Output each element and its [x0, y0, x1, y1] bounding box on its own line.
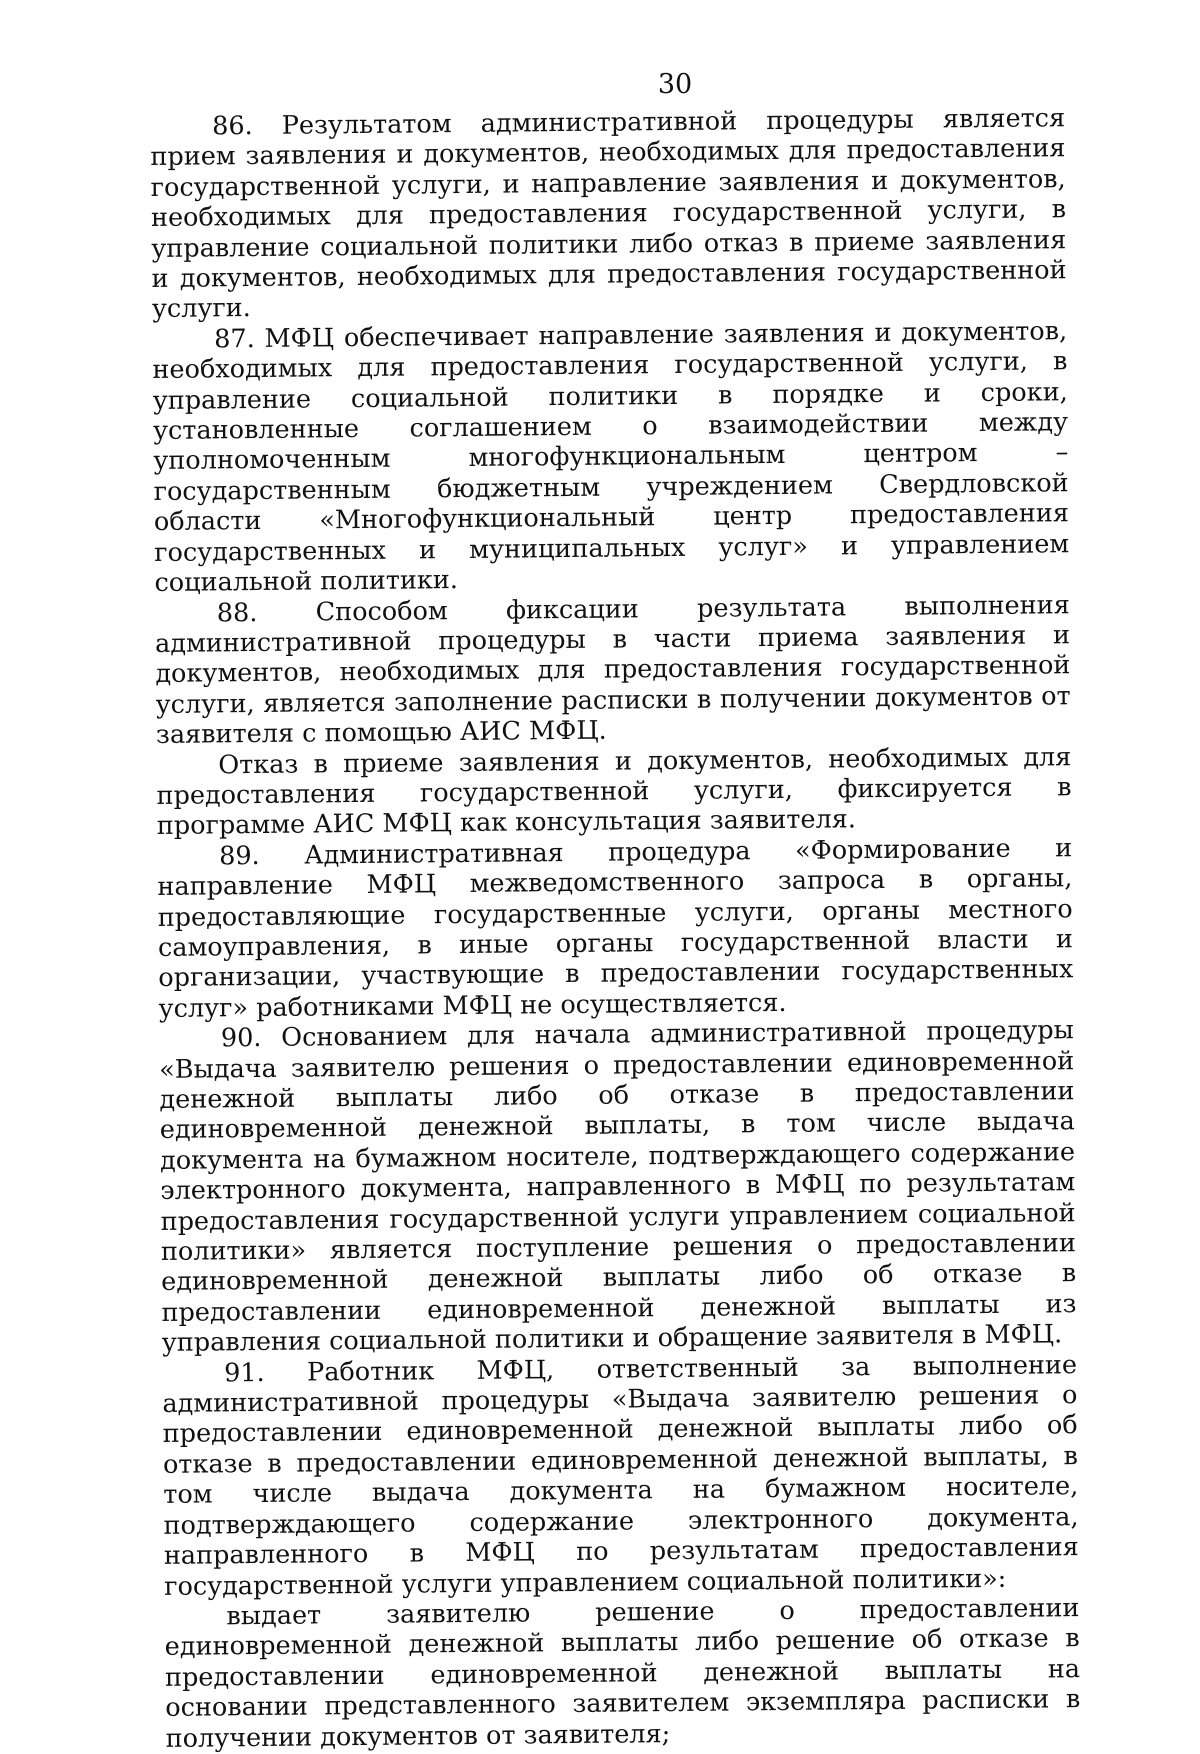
paragraph-89: 89. Административная процедура «Формирование и направление МФЦ межведомственного запроса в органы, предоставляющие государственные услуги, органы местного самоуправления, в иные органы государственной власти и организации, участвующие в предоставлении государственных услуг» работниками МФЦ не осуществляется.	[157, 832, 1074, 1024]
paragraph-91: 91. Работник МФЦ, ответственный за выполнение административной процедуры «Выдача заявителю решения о предоставлении единовременной денежной выплаты либо об отказе в предоставлении единовременной денежной выплаты, в том числе выдача документа на бумажном носителе, подтверждающего содержание электронного документа, направленного в МФЦ по результатам предоставления государственной услуги управлением социальной политики»:	[162, 1349, 1079, 1602]
paragraph-90: 90. Основанием для начала административной процедуры «Выдача заявителю решения о предоставлении единовременной денежной выплаты либо об отказе в предоставлении единовременной денежной выплаты, в том числе выдача документа на бумажном носителе, подтверждающего содержание электронного документа, направленного в МФЦ по результатам предоставления государственной услуги управлением социальной политики» является поступление решения о предоставлении единовременной денежной выплаты либо об отказе в предоставлении единовременной денежной выплаты из управления социальной политики и обращение заявителя в МФЦ.	[159, 1015, 1077, 1359]
page-number: 30	[657, 69, 693, 100]
paragraph-86: 86. Результатом административной процедуры является прием заявления и документов, необходимых для предоставления государственной услуги, и направление заявления и документов, необходимых для предоставления государственной услуги, в управление социальной политики либо отказ в приеме заявления и документов, необходимых для предоставления государственной услуги.	[150, 103, 1067, 325]
paragraph-87: 87. МФЦ обеспечивает направление заявления и документов, необходимых для предоставления государственной услуги, в управление социальной политики в порядке и сроки, установленные соглашением о взаимодействии между уполномоченным многофункциональным центром – государственным бюджетным учреждением Свердловской области «Многофункциональный центр предоставления государственных и муниципальных услуг» и управлением социальной политики.	[152, 316, 1070, 599]
paragraph-88: 88. Способом фиксации результата выполнения административной процедуры в части приема заявления и документов, необходимых для предоставления государственной услуги, является заполнение расписки в получении документов от заявителя с помощью АИС МФЦ.	[154, 589, 1071, 751]
document-body	[150, 103, 1081, 1754]
paragraph-91-item: выдает заявителю решение о предоставлении единовременной денежной выплаты либо решение об отказе в предоставлении единовременной денежной выплаты на основании представленного заявителем экземпляра расписки в получении документов от заявителя;	[164, 1593, 1081, 1754]
paragraph-88-refusal: Отказ в приеме заявления и документов, необходимых для предоставления государственной услуги, фиксируется в программе АИС МФЦ как консультация заявителя.	[156, 741, 1072, 842]
